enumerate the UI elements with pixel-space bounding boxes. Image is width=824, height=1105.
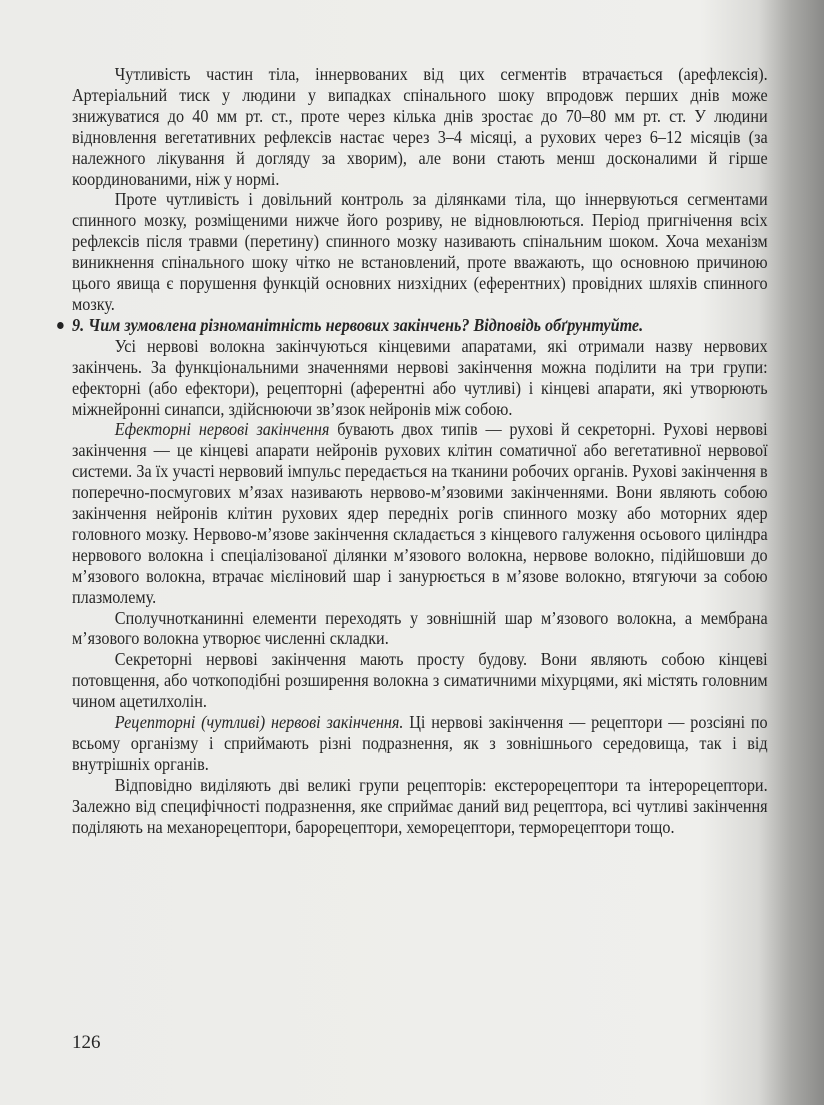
page-body [72, 64, 768, 838]
question-heading [72, 315, 768, 336]
paragraph: Сполучнотканинні елементи переходять у зовнішній шар м’язового волокна, а мембрана м’язового волокна утворює численні складки. [72, 607, 768, 649]
paragraph [72, 419, 768, 607]
page-number: 126 [72, 1032, 101, 1053]
paragraph: Усі нервові волокна закінчуються кінцевими апаратами, які отримали назву нервових закінчень. За функціональними значеннями нервові закінчення можна поділити на три групи: ефекторні (або ефектори), рецепторні (аферентні або чутливі) і кінцеві апарати, які утворюють міжнейронні синапси, здійснюючи зв’язок нейронів між собою. [72, 335, 768, 419]
paragraph [72, 712, 768, 775]
bullet-icon [57, 322, 64, 329]
paragraph: Секреторні нервові закінчення мають просту будову. Вони являють собою кінцеві потовщення, або чоткоподібні розширення волокна з симатичними міхурцями, які містять головним чином ацетилхолін. [72, 649, 768, 712]
paragraph-text: Ці нервові закінчення — рецептори — розсіяні по всьому організму і сприймають різні подразнення, як з зовнішнього середовища, так і від внутрішніх органів. [72, 712, 768, 774]
question-text: 9. Чим зумовлена різноманітність нервових закінчень? Відповідь обґрунтуйте. [72, 314, 644, 335]
paragraph-text: бувають двох типів — рухові й секреторні. Рухові нервові закінчення — це кінцеві апарати нейронів рухових клітин соматичної або вегетативної нервової системи. За їх участі нервовий імпульс передається на тканини робочих органів. Рухові закінчення в поперечно-посмугових м’язах називають нервово-м’язовими закінченнями. Вони являють собою закінчення нейронів клітин рухових ядер передніх рогів спинного мозку або моторних ядер головного мозку. Нервово-м’язове закінчення складається з кінцевого галуження осьового циліндра нервового волокна і спеціалізованої ділянки м’язового волокна, нервове волокно, підійшовши до м’язового волокна, втрачає мієліновий шар і занурюється в м’язове волокно, втягуючи за собою плазмолему. [72, 419, 768, 607]
term: Ефекторні нервові закінчення [114, 419, 330, 440]
paragraph: Відповідно виділяють дві великі групи рецепторів: екстерорецептори та інтерорецептори. Залежно від специфічності подразнення, яке сприймає даний вид рецептора, всі чутливі закінчення поділяють на механорецептори, барорецептори, хеморецептори, терморецептори тощо. [72, 774, 768, 837]
paragraph: Проте чутливість і довільний контроль за ділянками тіла, що іннервуються сегментами спинного мозку, розміщеними нижче його розриву, не відновлюються. Період пригнічення всіх рефлексів після травми (перетину) спинного мозку називають спінальним шоком. Хоча механізм виникнення спінального шоку чітко не встановлений, проте вважають, що основною причиною цього явища є порушення функцій основних низхідних (еферентних) провідних шляхів спинного мозку. [72, 189, 768, 314]
term: Рецепторні (чутливі) нервові закінчення. [114, 712, 404, 733]
paragraph: Чутливість частин тіла, іннервованих від цих сегментів втрачається (арефлексія). Артеріальний тиск у людини у випадках спінального шоку впродовж перших днів може знижуватися до 40 мм рт. ст., проте через кілька днів зростає до 70–80 мм рт. ст. У людини відновлення вегетативних рефлексів настає через 3–4 місяці, а рухових через 6–12 місяців (за належного лікування й догляду за хворим), але вони стають менш досконалими й гірше координованими, ніж у нормі. [72, 64, 768, 189]
